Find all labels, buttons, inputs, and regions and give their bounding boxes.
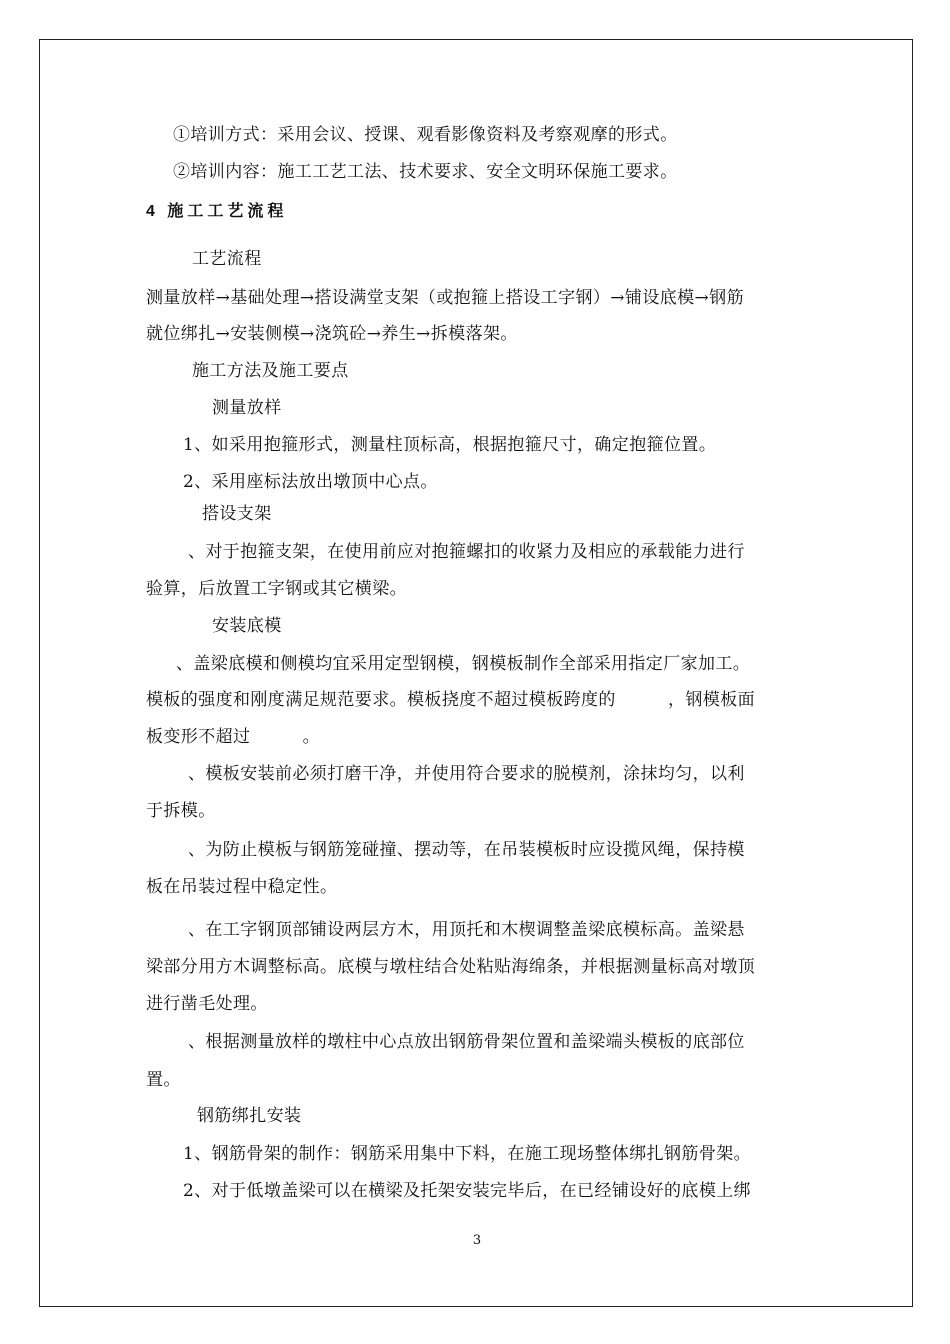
section-heading: 4 施工工艺流程: [146, 203, 288, 220]
page-number: 3: [472, 1233, 482, 1248]
page-border: [39, 39, 913, 1307]
subheading-process-flow: 工艺流程: [192, 249, 262, 269]
training-method-line: ①培训方式：采用会议、授课、观看影像资料及考察观摩的形式。: [173, 125, 678, 145]
paragraph-line: 、根据测量放样的墩柱中心点放出钢筋骨架位置和盖梁端头模板的底部位: [188, 1032, 745, 1052]
paragraph-line: 板在吊装过程中稳定性。: [146, 877, 338, 897]
paragraph-line: 、对于抱箍支架，在使用前应对抱箍螺扣的收紧力及相应的承载能力进行: [188, 542, 745, 562]
paragraph-line: 于拆模。: [146, 801, 216, 821]
paragraph-line: 、在工字钢顶部铺设两层方木，用顶托和木楔调整盖梁底模标高。盖梁悬: [188, 920, 745, 940]
paragraph-line: 模板的强度和刚度满足规范要求。模板挠度不超过模板跨度的 ，钢模板面: [146, 690, 755, 710]
paragraph-line: 测量放样→基础处理→搭设满堂支架（或抱箍上搭设工字钢）→铺设底模→钢筋: [146, 288, 744, 308]
training-content-line: ②培训内容：施工工艺工法、技术要求、安全文明环保施工要求。: [173, 162, 678, 182]
list-item: 1、如采用抱箍形式，测量柱顶标高，根据抱箍尺寸，确定抱箍位置。: [183, 435, 717, 455]
subheading-bottom-formwork: 安装底模: [212, 616, 282, 636]
paragraph-line: 、为防止模板与钢筋笼碰撞、摆动等，在吊装模板时应设揽风绳，保持模: [188, 840, 745, 860]
paragraph-line: 验算，后放置工字钢或其它横梁。: [146, 579, 407, 599]
list-item: 2、对于低墩盖梁可以在横梁及托架安装完毕后，在已经铺设好的底模上绑: [183, 1181, 752, 1201]
subheading-rebar: 钢筋绑扎安装: [197, 1106, 302, 1126]
paragraph-line: 板变形不超过 。: [146, 727, 320, 747]
subheading-methods: 施工方法及施工要点: [192, 361, 349, 381]
subheading-survey: 测量放样: [212, 398, 282, 418]
list-item: 1、钢筋骨架的制作：钢筋采用集中下料，在施工现场整体绑扎钢筋骨架。: [183, 1144, 752, 1164]
paragraph-line: 进行凿毛处理。: [146, 994, 268, 1014]
paragraph-line: 就位绑扎→安装侧模→浇筑砼→养生→拆模落架。: [146, 324, 518, 344]
subheading-scaffold: 搭设支架: [202, 504, 272, 524]
paragraph-line: 梁部分用方木调整标高。底模与墩柱结合处粘贴海绵条，并根据测量标高对墩顶: [146, 957, 755, 977]
list-item: 2、采用座标法放出墩顶中心点。: [183, 472, 438, 492]
paragraph-line: 、盖梁底模和侧模均宜采用定型钢模，钢模板制作全部采用指定厂家加工。: [176, 654, 751, 674]
paragraph-line: 置。: [146, 1070, 181, 1090]
paragraph-line: 、模板安装前必须打磨干净，并使用符合要求的脱模剂，涂抹均匀，以利: [188, 764, 745, 784]
